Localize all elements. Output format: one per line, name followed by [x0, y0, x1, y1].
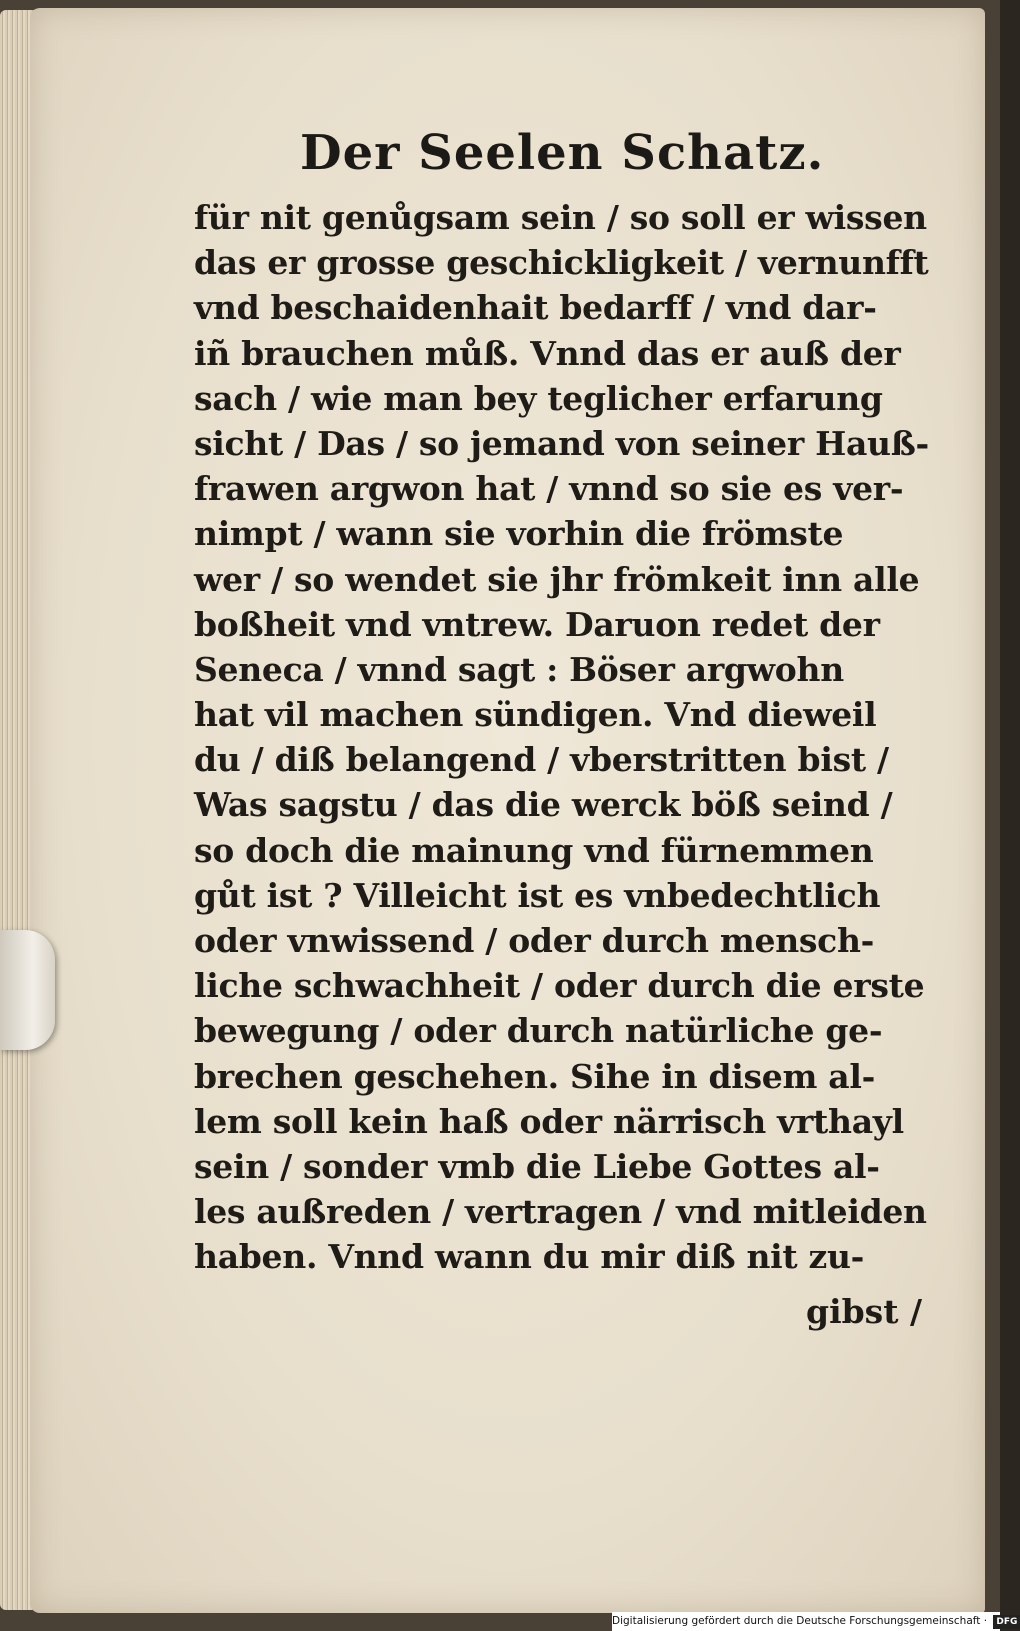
- running-header: Der Seelen Schatz.: [300, 125, 825, 181]
- text-line: sicht / Das / so jemand von seiner Hauß-: [194, 423, 929, 463]
- credit-text: Digitalisierung gefördert durch die Deutsche Forschungsgemeinschaft ·: [612, 1615, 988, 1627]
- text-line: vnd beschaidenhait bedarff / vnd dar-: [194, 288, 877, 328]
- text-line: bewegung / oder durch natürliche ge-: [194, 1011, 883, 1051]
- catchword: gibst /: [806, 1292, 923, 1331]
- text-line: hat vil machen sündigen. Vnd dieweil: [194, 695, 877, 735]
- text-line: nimpt / wann sie vorhin die frömste: [194, 514, 844, 554]
- text-line: für nit genůgsam sein / so soll er wissen: [194, 198, 927, 237]
- text-line: brechen geschehen. Sihe in disem al-: [194, 1056, 875, 1096]
- text-line: das er grosse geschickligkeit / vernunfft: [194, 243, 929, 283]
- text-line: sach / wie man bey teglicher erfarung: [194, 378, 883, 418]
- page-clip: [0, 930, 55, 1050]
- text-line: lem soll kein haß oder närrisch vrthayl: [194, 1101, 904, 1141]
- text-line: sein / sonder vmb die Liebe Gottes al-: [194, 1146, 880, 1186]
- text-line: haben. Vnnd wann du mir diß nit zu-: [194, 1237, 865, 1277]
- text-line: du / diß belangend / vberstritten bist /: [194, 740, 889, 780]
- text-line: frawen argwon hat / vnnd so sie es ver-: [194, 469, 904, 509]
- text-line: iñ brauchen můß. Vnnd das er auß der: [194, 333, 901, 373]
- text-line: liche schwachheit / oder durch die erste: [194, 966, 925, 1006]
- text-line: Was sagstu / das die werck böß seind /: [194, 785, 893, 825]
- digitization-credit: [612, 1612, 1018, 1631]
- body-text: [194, 195, 934, 1280]
- dfg-logo: DFG: [993, 1615, 1020, 1629]
- text-line: les außreden / vertragen / vnd mitleiden: [194, 1192, 927, 1232]
- text-line: boßheit vnd vntrew. Daruon redet der: [194, 604, 880, 644]
- text-line: Seneca / vnnd sagt : Böser argwohn: [194, 649, 844, 689]
- text-line: wer / so wendet sie jhr frömkeit inn alle: [194, 559, 920, 599]
- text-line: gůt ist ? Villeicht ist es vnbedechtlich: [194, 875, 881, 915]
- text-line: oder vnwissend / oder durch mensch-: [194, 921, 875, 960]
- text-line: so doch die mainung vnd fürnemmen: [194, 830, 874, 870]
